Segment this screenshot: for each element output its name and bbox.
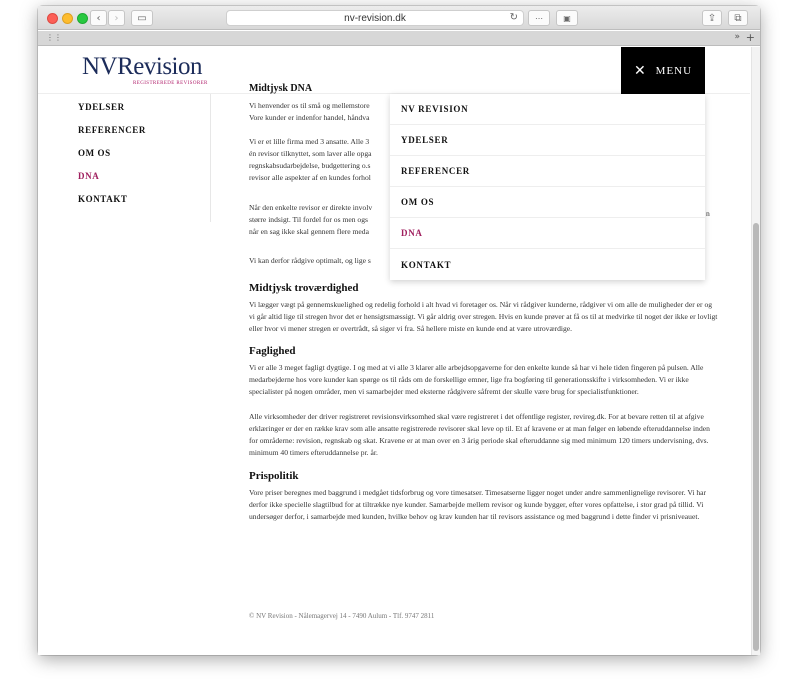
site-footer: © NV Revision - Nålemagervej 14 - 7490 Aulum - Tlf. 9747 2811 [249, 612, 435, 620]
dropdown-menu [390, 94, 705, 280]
partial-line: Når den enkelte revisor er direkte involv [249, 203, 373, 212]
site-logo[interactable]: NVRevision [82, 53, 202, 80]
close-window-button[interactable] [47, 13, 58, 24]
sidenav-item-om-os[interactable]: OM OS [78, 148, 111, 158]
menu-item-kontakt[interactable]: KONTAKT [401, 259, 452, 270]
partial-line: revisor alle aspekter af en kundes forhol [249, 173, 371, 182]
more-chevron-icon[interactable]: » [734, 32, 740, 42]
new-tab-icon[interactable]: + [745, 31, 755, 44]
partial-edge-text: n [706, 209, 710, 218]
tabs-overview-icon[interactable]: ⧉ [728, 10, 748, 26]
sidenav-item-referencer[interactable]: REFERENCER [78, 125, 147, 135]
sidenav-item-kontakt[interactable]: KONTAKT [78, 194, 128, 204]
browser-toolbar [38, 6, 760, 30]
sidenav-item-dna[interactable]: DNA [78, 171, 100, 181]
close-icon: ✕ [633, 62, 647, 79]
section-heading: Midtjysk troværdighed [249, 282, 359, 294]
web-page [38, 47, 760, 655]
share-icon[interactable]: ⇪ [702, 10, 722, 26]
partial-line: Vore kunder er indenfor handel, håndva [249, 113, 370, 122]
sidebar-icon[interactable]: ▭ [131, 10, 153, 26]
site-header [38, 47, 750, 94]
menu-item-referencer[interactable]: REFERENCER [390, 156, 705, 187]
menu-item-ydelser[interactable]: YDELSER [390, 125, 705, 156]
sidebar-divider [210, 94, 211, 222]
section-paragraph: Alle virksomheder der driver registreret revisionsvirksomhed skal være registreret i det offentlige register, revireg.dk. For at bevare retten til at afgive erklæringer er der en række krav som alle ansatte registrerede revisorer skal leve op til. Et af kravene er at man følger en løbende efteruddannelse inden for områderne: revision, regnskab og skat. Kravene er at man over en 3 årig periode skal efteruddanne sig med minimum 120 timers undervisning, dvs. minimum 40 timers efteruddannelse pr. år. [249, 412, 710, 457]
address-bar[interactable] [226, 10, 524, 26]
main-content [249, 282, 719, 532]
partial-line: større indsigt. Til fordel for os men ogs [249, 215, 368, 224]
zoom-window-button[interactable] [77, 13, 88, 24]
logo-tagline: REGISTREREDE REVISORER [133, 81, 208, 86]
partial-line: Vi er et lille firma med 3 ansatte. Alle 3 [249, 137, 370, 146]
menu-item-dna[interactable]: DNA [390, 218, 705, 249]
partial-line: regnskabsudarbejdelse, budgettering o.s [249, 161, 371, 170]
partial-line: én revisor tilknyttet, som laver alle opga [249, 149, 372, 158]
page-scrollbar[interactable] [751, 47, 760, 655]
partial-heading: Midtjysk DNA [249, 83, 313, 94]
menu-label: MENU [655, 64, 693, 77]
favorites-bar [38, 31, 760, 46]
address-url: nv-revision.dk [344, 12, 406, 24]
browser-window [38, 6, 760, 655]
reload-icon[interactable]: ↻ [509, 12, 518, 23]
sidenav-item-ydelser[interactable]: YDELSER [78, 102, 125, 112]
extension-icon[interactable]: ▣ [556, 10, 578, 26]
top-sites-icon[interactable]: ⋯ [528, 10, 550, 26]
section-paragraph: Vi lægger vægt på gennemskuelighed og redelig forhold i alt hvad vi foretager os. Når vi rådgiver kunderne, rådgiver vi om alle de muligheder der er og vi går altid lige til stregen hvor det er hensigtsmæssigt. Vi går aldrig over stregen. Hvis en kunde prøver at få os til at medvirke til noget der ikke er lovligt eller hvor vi mener stregen er overtrådt, så siger vi fra. Så hellere miste en kunde end at være utroværdige. [249, 300, 718, 333]
section-heading: Faglighed [249, 345, 296, 357]
section-paragraph: Vi er alle 3 meget fagligt dygtige. I og med at vi alle 3 klarer alle arbejdsopgaverne for den enkelte kunde så har vi hele tiden fingeren på pulsen. Alle medarbejderne hos vore kunder kan spørge os til råds om de forskellige emner, lige fra bogføring til generationsskifte i virksomheden. Vi er ikke specialister på nogen områder, men vi samarbejder med eksterne rådgivere såfremt der skulle være brug for specialistfunktioner. [249, 363, 704, 396]
menu-item-om-os[interactable]: OM OS [390, 187, 705, 218]
section-heading: Prispolitik [249, 470, 299, 482]
menu-item-nv-revision[interactable]: NV REVISION [390, 94, 705, 125]
menu-toggle-button[interactable] [621, 47, 705, 94]
minimize-window-button[interactable] [62, 13, 73, 24]
side-navigation [78, 102, 210, 217]
back-icon[interactable]: ‹ [90, 10, 107, 26]
forward-icon[interactable]: › [108, 10, 125, 26]
partial-line: Vi henvender os til små og mellemstore [249, 101, 370, 110]
partial-line: Vi kan derfor rådgive optimalt, og lige s [249, 256, 371, 265]
scrollbar-thumb[interactable] [753, 223, 759, 651]
partial-line: når en sag ikke skal gennem flere meda [249, 227, 369, 236]
section-paragraph: Vore priser beregnes med baggrund i medgået tidsforbrug og vore timesatser. Timesatserne ligger noget under andre sammenlignelige revisorer. Vi har derfor ikke specielle slagtilbud for at tiltrække nye kunder. Samarbejde mellem revisor og kunde bygger, efter vores opfattelse, i stor grad på tillid. Vi undersøger derfor, i samarbejde med kunden, hvilke behov og krav kunden har til revisors assistance og med baggrund i dette finder vi prisniveauet. [249, 488, 707, 521]
grid-icon[interactable]: ⋮⋮ [46, 33, 62, 42]
